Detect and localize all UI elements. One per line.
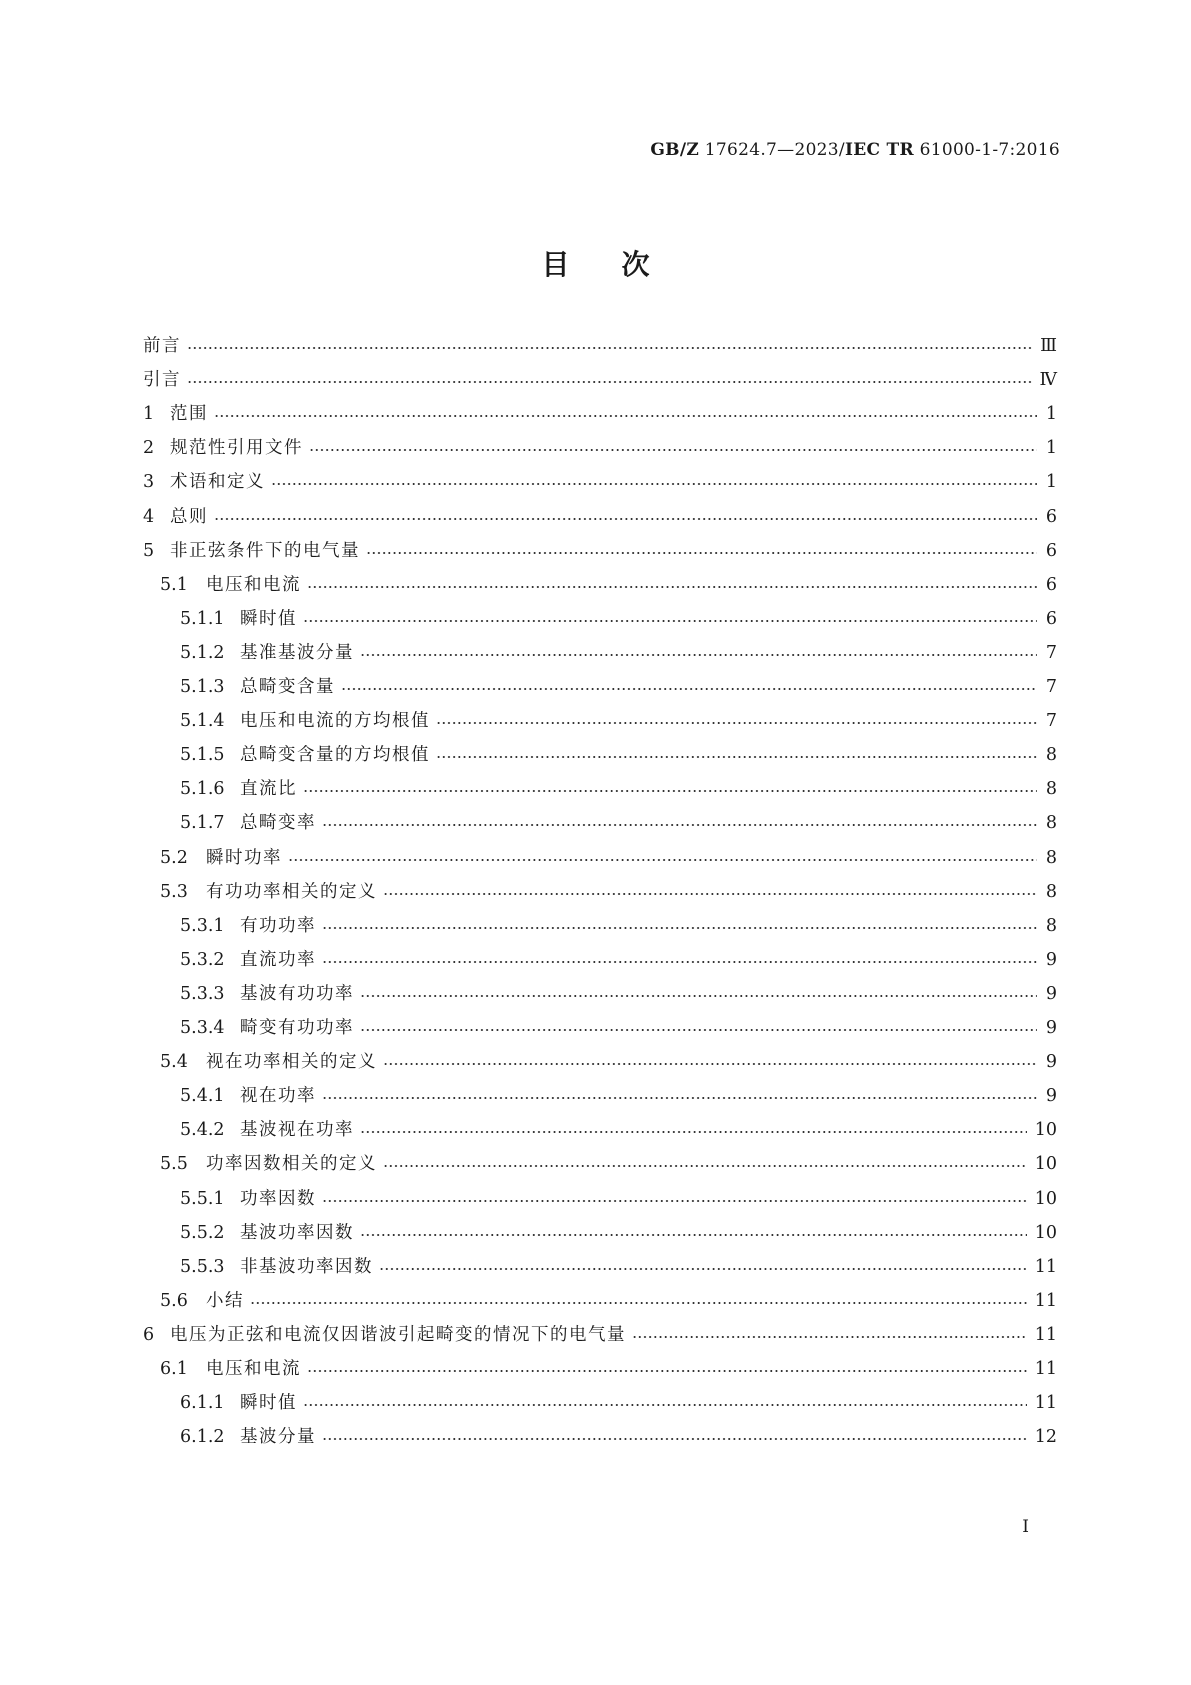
toc-entry-number: 5.1.4 — [180, 711, 225, 732]
toc-entry-title: 基准基波分量 — [240, 642, 354, 663]
toc-entry-page: 6 — [1045, 608, 1057, 629]
toc-entry-number: 5.2 — [160, 847, 188, 868]
toc-entry-title: 术语和定义 — [170, 472, 265, 493]
toc-entry-number: 5.1 — [160, 574, 188, 595]
toc-entry-page: 11 — [1034, 1359, 1057, 1379]
dot-leader — [187, 381, 1032, 383]
toc-entry[interactable] — [160, 1286, 1057, 1316]
toc-entry-number: 6.1 — [160, 1359, 188, 1379]
toc-entry-title: 视在功率 — [240, 1086, 316, 1107]
toc-entry-page: 8 — [1045, 779, 1057, 800]
toc-entry[interactable] — [180, 638, 1057, 668]
toc-entry-number: 5.4.1 — [180, 1086, 225, 1107]
toc-entry-page: 11 — [1034, 1290, 1057, 1311]
toc-entry-page: 8 — [1045, 915, 1057, 936]
toc-entry[interactable] — [180, 1388, 1057, 1418]
toc-entry-number: 5.1.2 — [180, 642, 225, 663]
dot-leader — [288, 859, 1037, 861]
toc-entry-page: 10 — [1034, 1120, 1057, 1141]
toc-entry[interactable] — [180, 1184, 1057, 1214]
document-standard-number — [650, 140, 1060, 160]
standard-code: 17624.7—2023/ — [699, 140, 845, 160]
toc-entry-title: 有功功率相关的定义 — [206, 881, 377, 902]
toc-entry-number: 5.3.3 — [180, 983, 225, 1004]
page-title: 目次 — [541, 248, 702, 281]
iec-code: 61000-1-7:2016 — [913, 140, 1060, 160]
toc-entry-title: 总畸变含量的方均根值 — [240, 745, 430, 766]
dot-leader — [383, 893, 1037, 895]
toc-entry-title: 电压和电流 — [206, 574, 301, 595]
toc-entry-title: 非正弦条件下的电气量 — [170, 540, 360, 561]
dot-leader — [307, 1370, 1027, 1372]
toc-entry-number: 4 — [143, 506, 155, 527]
dot-leader — [322, 1097, 1037, 1099]
toc-entry[interactable] — [180, 945, 1057, 975]
dot-leader — [322, 961, 1037, 963]
toc-entry-page: 9 — [1045, 949, 1057, 970]
toc-entry-title: 直流功率 — [240, 949, 316, 970]
toc-entry-title: 小结 — [206, 1290, 244, 1311]
toc-entry-page: 1 — [1045, 404, 1057, 425]
toc-entry-page: 6 — [1045, 540, 1057, 561]
toc-entry-title: 畸变有功功率 — [240, 1018, 354, 1038]
toc-entry-number: 5.6 — [160, 1290, 188, 1311]
toc-entry[interactable] — [160, 1047, 1057, 1077]
toc-entry-title: 范围 — [170, 404, 208, 425]
toc-entry-number: 6 — [143, 1324, 155, 1345]
toc-entry[interactable] — [180, 1218, 1057, 1248]
dot-leader — [436, 756, 1037, 758]
toc-entry-page: 10 — [1034, 1222, 1057, 1243]
toc-entry-page: 11 — [1034, 1256, 1057, 1277]
toc-entry-title: 基波功率因数 — [240, 1222, 354, 1243]
toc-entry-page: 11 — [1034, 1324, 1057, 1345]
toc-entry-page: 9 — [1045, 1052, 1057, 1073]
toc-entry[interactable] — [180, 774, 1057, 804]
toc-entry[interactable] — [143, 399, 1057, 429]
toc-entry-page: 1 — [1045, 438, 1057, 459]
toc-entry[interactable] — [143, 331, 1057, 361]
toc-entry-title: 电压和电流 — [206, 1359, 301, 1379]
dot-leader — [360, 995, 1037, 997]
dot-leader — [322, 824, 1037, 826]
toc-entry-page: 8 — [1045, 813, 1057, 834]
toc-entry-page: 7 — [1045, 642, 1057, 663]
toc-entry[interactable] — [160, 843, 1057, 873]
dot-leader — [309, 449, 1037, 451]
toc-entry-page: 10 — [1034, 1188, 1057, 1209]
toc-entry-page: 7 — [1045, 677, 1057, 697]
toc-entry-number: 5.1.7 — [180, 813, 225, 834]
toc-entry[interactable] — [143, 1320, 1057, 1350]
toc-entry-number: 5.4.2 — [180, 1120, 225, 1141]
dot-leader — [360, 654, 1037, 656]
toc-entry-number: 5.3.4 — [180, 1018, 225, 1038]
toc-entry-number: 2 — [143, 438, 155, 459]
toc-entry-number: 6.1.2 — [180, 1427, 225, 1448]
toc-entry-number: 5.1.3 — [180, 677, 225, 697]
dot-leader — [303, 1404, 1027, 1406]
toc-entry-page: 6 — [1045, 506, 1057, 527]
toc-entry-page: 8 — [1045, 881, 1057, 902]
toc-entry-title: 基波分量 — [240, 1427, 316, 1448]
dot-leader — [214, 415, 1037, 417]
toc-entry-title: 功率因数相关的定义 — [206, 1154, 377, 1175]
toc-entry[interactable] — [180, 1422, 1057, 1452]
toc-entry[interactable] — [180, 604, 1057, 634]
toc-entry[interactable] — [143, 365, 1057, 395]
dot-leader — [379, 1268, 1027, 1270]
dot-leader — [383, 1063, 1037, 1065]
toc-entry[interactable] — [180, 1013, 1057, 1043]
toc-entry-page: 9 — [1045, 983, 1057, 1004]
toc-entry-page: 8 — [1045, 847, 1057, 868]
toc-entry[interactable] — [143, 502, 1057, 532]
toc-entry[interactable] — [160, 1149, 1057, 1179]
toc-entry-number: 5.1.1 — [180, 608, 225, 629]
standard-prefix: GB/Z — [650, 140, 700, 160]
toc-entry-title: 总畸变含量 — [240, 677, 335, 697]
page-number: Ⅰ — [1022, 1517, 1029, 1537]
toc-entry-page: 7 — [1045, 711, 1057, 732]
dot-leader — [250, 1302, 1027, 1304]
dot-leader — [322, 1200, 1027, 1202]
toc-entry-title: 视在功率相关的定义 — [206, 1052, 377, 1073]
toc-entry-title: 直流比 — [240, 779, 297, 800]
dot-leader — [360, 1029, 1037, 1031]
toc-entry-title: 非基波功率因数 — [240, 1256, 373, 1277]
toc-entry-number: 5.4 — [160, 1052, 188, 1073]
toc-entry-title: 引言 — [143, 370, 181, 391]
dot-leader — [303, 790, 1037, 792]
toc-entry[interactable] — [160, 877, 1057, 907]
dot-leader — [307, 586, 1037, 588]
dot-leader — [360, 1131, 1027, 1133]
toc-entry-title: 瞬时值 — [240, 608, 297, 629]
toc-entry[interactable] — [180, 911, 1057, 941]
toc-entry-page: 6 — [1045, 574, 1057, 595]
toc-entry[interactable] — [180, 672, 1057, 702]
toc-entry-page: 10 — [1034, 1154, 1057, 1175]
toc-entry[interactable] — [180, 1115, 1057, 1145]
dot-leader — [187, 347, 1032, 349]
toc-entry-title: 瞬时功率 — [206, 847, 282, 868]
toc-entry[interactable] — [160, 570, 1057, 600]
dot-leader — [360, 1234, 1027, 1236]
toc-entry-page: Ⅲ — [1040, 336, 1057, 356]
toc-entry[interactable] — [180, 1252, 1057, 1282]
toc-entry[interactable] — [180, 808, 1057, 838]
toc-entry[interactable] — [143, 536, 1057, 566]
toc-entry-title: 总畸变率 — [240, 813, 316, 834]
dot-leader — [632, 1336, 1027, 1338]
toc-entry-title: 基波有功功率 — [240, 983, 354, 1004]
toc-entry-page: 9 — [1045, 1086, 1057, 1107]
iec-prefix: IEC TR — [844, 140, 914, 160]
toc-entry-title: 电压和电流的方均根值 — [240, 711, 430, 732]
toc-entry-title: 有功功率 — [240, 915, 316, 936]
dot-leader — [322, 927, 1037, 929]
toc-entry-title: 功率因数 — [240, 1188, 316, 1209]
toc-entry-number: 1 — [143, 404, 155, 425]
toc-entry-title: 总则 — [170, 506, 208, 527]
toc-entry[interactable] — [180, 1081, 1057, 1111]
toc-entry-number: 5.3.2 — [180, 949, 225, 970]
toc-entry-title: 瞬时值 — [240, 1393, 297, 1414]
dot-leader — [366, 552, 1037, 554]
toc-entry-page: 11 — [1034, 1393, 1057, 1414]
dot-leader — [383, 1165, 1027, 1167]
toc-entry-number: 5.1.6 — [180, 779, 225, 800]
toc-entry-title: 前言 — [143, 336, 181, 356]
toc-entry-number: 5.5 — [160, 1154, 188, 1175]
toc-entry[interactable] — [180, 740, 1057, 770]
toc-entry-page: Ⅳ — [1039, 370, 1057, 391]
toc-entry[interactable] — [160, 1354, 1057, 1384]
toc-entry[interactable] — [180, 979, 1057, 1009]
toc-entry[interactable] — [143, 467, 1057, 497]
dot-leader — [214, 518, 1037, 520]
toc-entry-page: 9 — [1045, 1018, 1057, 1038]
toc-entry-number: 5.5.3 — [180, 1256, 225, 1277]
toc-entry-number: 5.5.1 — [180, 1188, 225, 1209]
dot-leader — [341, 688, 1037, 690]
dot-leader — [322, 1438, 1027, 1440]
toc-entry-title: 电压为正弦和电流仅因谐波引起畸变的情况下的电气量 — [170, 1324, 626, 1345]
toc-entry[interactable] — [143, 433, 1057, 463]
toc-entry-page: 8 — [1045, 745, 1057, 766]
toc-entry-number: 5.5.2 — [180, 1222, 225, 1243]
toc-entry-page: 1 — [1045, 472, 1057, 493]
toc-entry-page: 12 — [1034, 1427, 1057, 1448]
dot-leader — [271, 483, 1037, 485]
toc-entry-number: 5.3.1 — [180, 915, 225, 936]
toc-entry-title: 基波视在功率 — [240, 1120, 354, 1141]
toc-entry-title: 规范性引用文件 — [170, 438, 303, 459]
dot-leader — [436, 722, 1037, 724]
toc-entry[interactable] — [180, 706, 1057, 736]
toc-entry-number: 3 — [143, 472, 155, 493]
toc-entry-number: 6.1.1 — [180, 1393, 225, 1414]
dot-leader — [303, 620, 1037, 622]
toc-entry-number: 5 — [143, 540, 155, 561]
toc-entry-number: 5.3 — [160, 881, 188, 902]
toc-entry-number: 5.1.5 — [180, 745, 225, 766]
